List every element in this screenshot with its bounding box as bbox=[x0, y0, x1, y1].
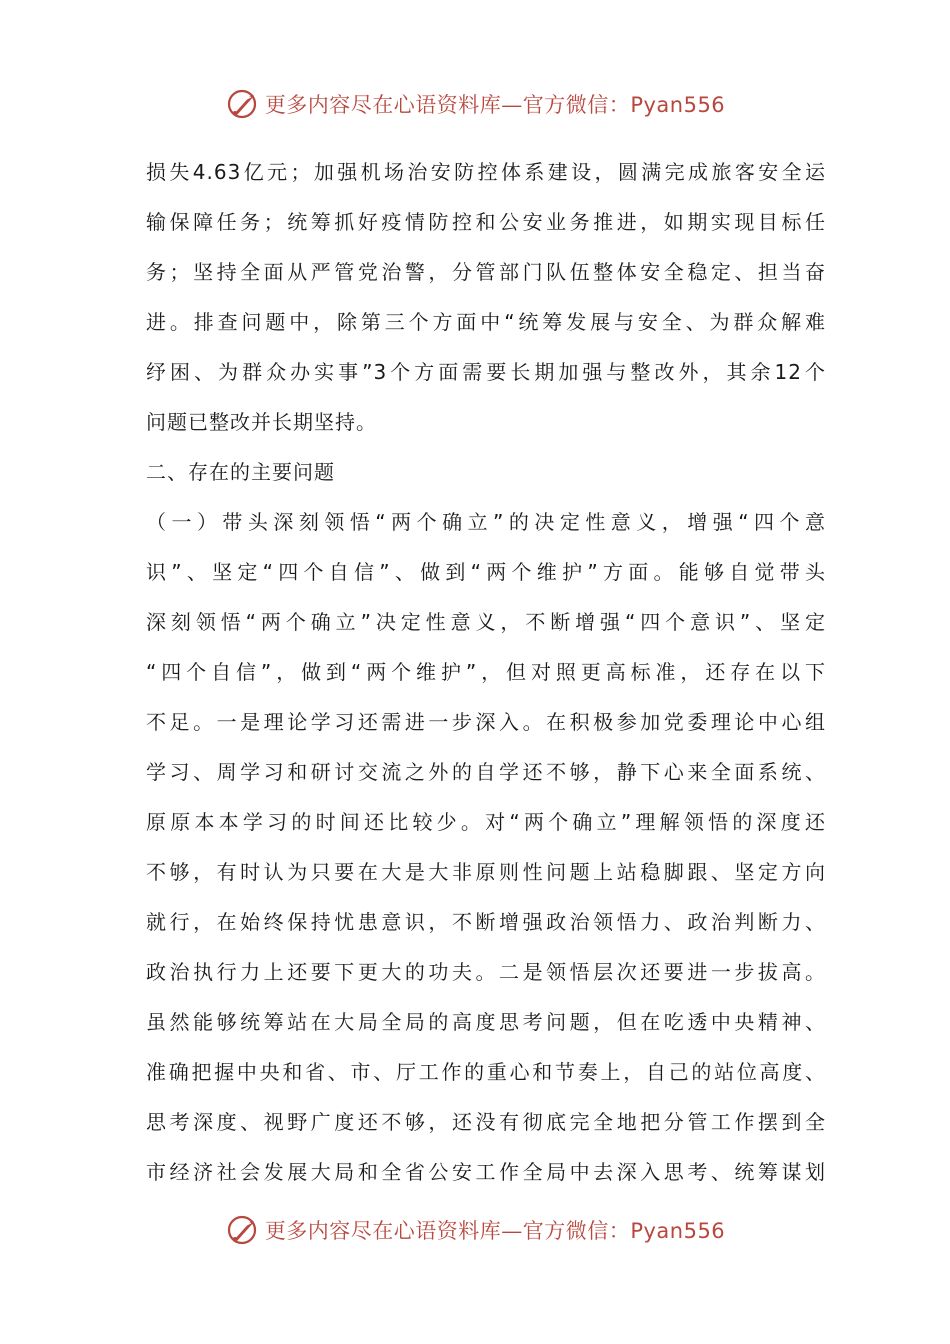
header-watermark-banner bbox=[0, 84, 950, 124]
body-line: 纾困、为群众办实事”3个方面需要长期加强与整改外，其余12个 bbox=[146, 360, 826, 384]
body-line: 务；坚持全面从严管党治警，分管部门队伍整体安全稳定、担当奋 bbox=[146, 260, 826, 284]
quill-logo-icon bbox=[225, 1213, 259, 1247]
body-line: 问题已整改并长期坚持。 bbox=[146, 410, 377, 434]
footer-watermark-banner bbox=[0, 1210, 950, 1250]
body-line: 虽然能够统筹站在大局全局的高度思考问题，但在吃透中央精神、 bbox=[146, 1010, 826, 1034]
watermark-text: 更多内容尽在心语资料库—官方微信：Pyan556 bbox=[264, 93, 726, 117]
body-line: 准确把握中央和省、市、厅工作的重心和节奏上，自己的站位高度、 bbox=[146, 1060, 826, 1084]
body-line: 就行，在始终保持忧患意识，不断增强政治领悟力、政治判断力、 bbox=[146, 910, 826, 934]
document-body bbox=[146, 147, 826, 1197]
body-line: （一）带头深刻领悟“两个确立”的决定性意义，增强“四个意 bbox=[146, 510, 826, 534]
body-line: 市经济社会发展大局和全省公安工作全局中去深入思考、统筹谋划 bbox=[146, 1160, 826, 1184]
body-line: 政治执行力上还要下更大的功夫。二是领悟层次还要进一步拔高。 bbox=[146, 960, 826, 984]
body-line: 输保障任务；统筹抓好疫情防控和公安业务推进，如期实现目标任 bbox=[146, 210, 826, 234]
body-line: 思考深度、视野广度还不够，还没有彻底完全地把分管工作摆到全 bbox=[146, 1110, 826, 1134]
body-line: 原原本本学习的时间还比较少。对“两个确立”理解领悟的深度还 bbox=[146, 810, 826, 834]
quill-logo-icon bbox=[225, 87, 259, 121]
body-line: 学习、周学习和研讨交流之外的自学还不够，静下心来全面系统、 bbox=[146, 760, 826, 784]
wechat-id: Pyan556 bbox=[630, 1219, 726, 1243]
watermark-text: 更多内容尽在心语资料库—官方微信：Pyan556 bbox=[264, 1219, 726, 1243]
wechat-id: Pyan556 bbox=[630, 93, 726, 117]
section-heading: 二、存在的主要问题 bbox=[146, 460, 335, 484]
body-line: 识”、坚定“四个自信”、做到“两个维护”方面。能够自觉带头 bbox=[146, 560, 826, 584]
body-line: 不足。一是理论学习还需进一步深入。在积极参加党委理论中心组 bbox=[146, 710, 826, 734]
body-line: “四个自信”，做到“两个维护”，但对照更高标准，还存在以下 bbox=[146, 660, 826, 684]
body-line: 损失4.63亿元；加强机场治安防控体系建设，圆满完成旅客安全运 bbox=[146, 160, 826, 184]
body-line: 深刻领悟“两个确立”决定性意义，不断增强“四个意识”、坚定 bbox=[146, 610, 826, 634]
body-line: 进。排查问题中，除第三个方面中“统筹发展与安全、为群众解难 bbox=[146, 310, 826, 334]
body-line: 不够，有时认为只要在大是大非原则性问题上站稳脚跟、坚定方向 bbox=[146, 860, 826, 884]
